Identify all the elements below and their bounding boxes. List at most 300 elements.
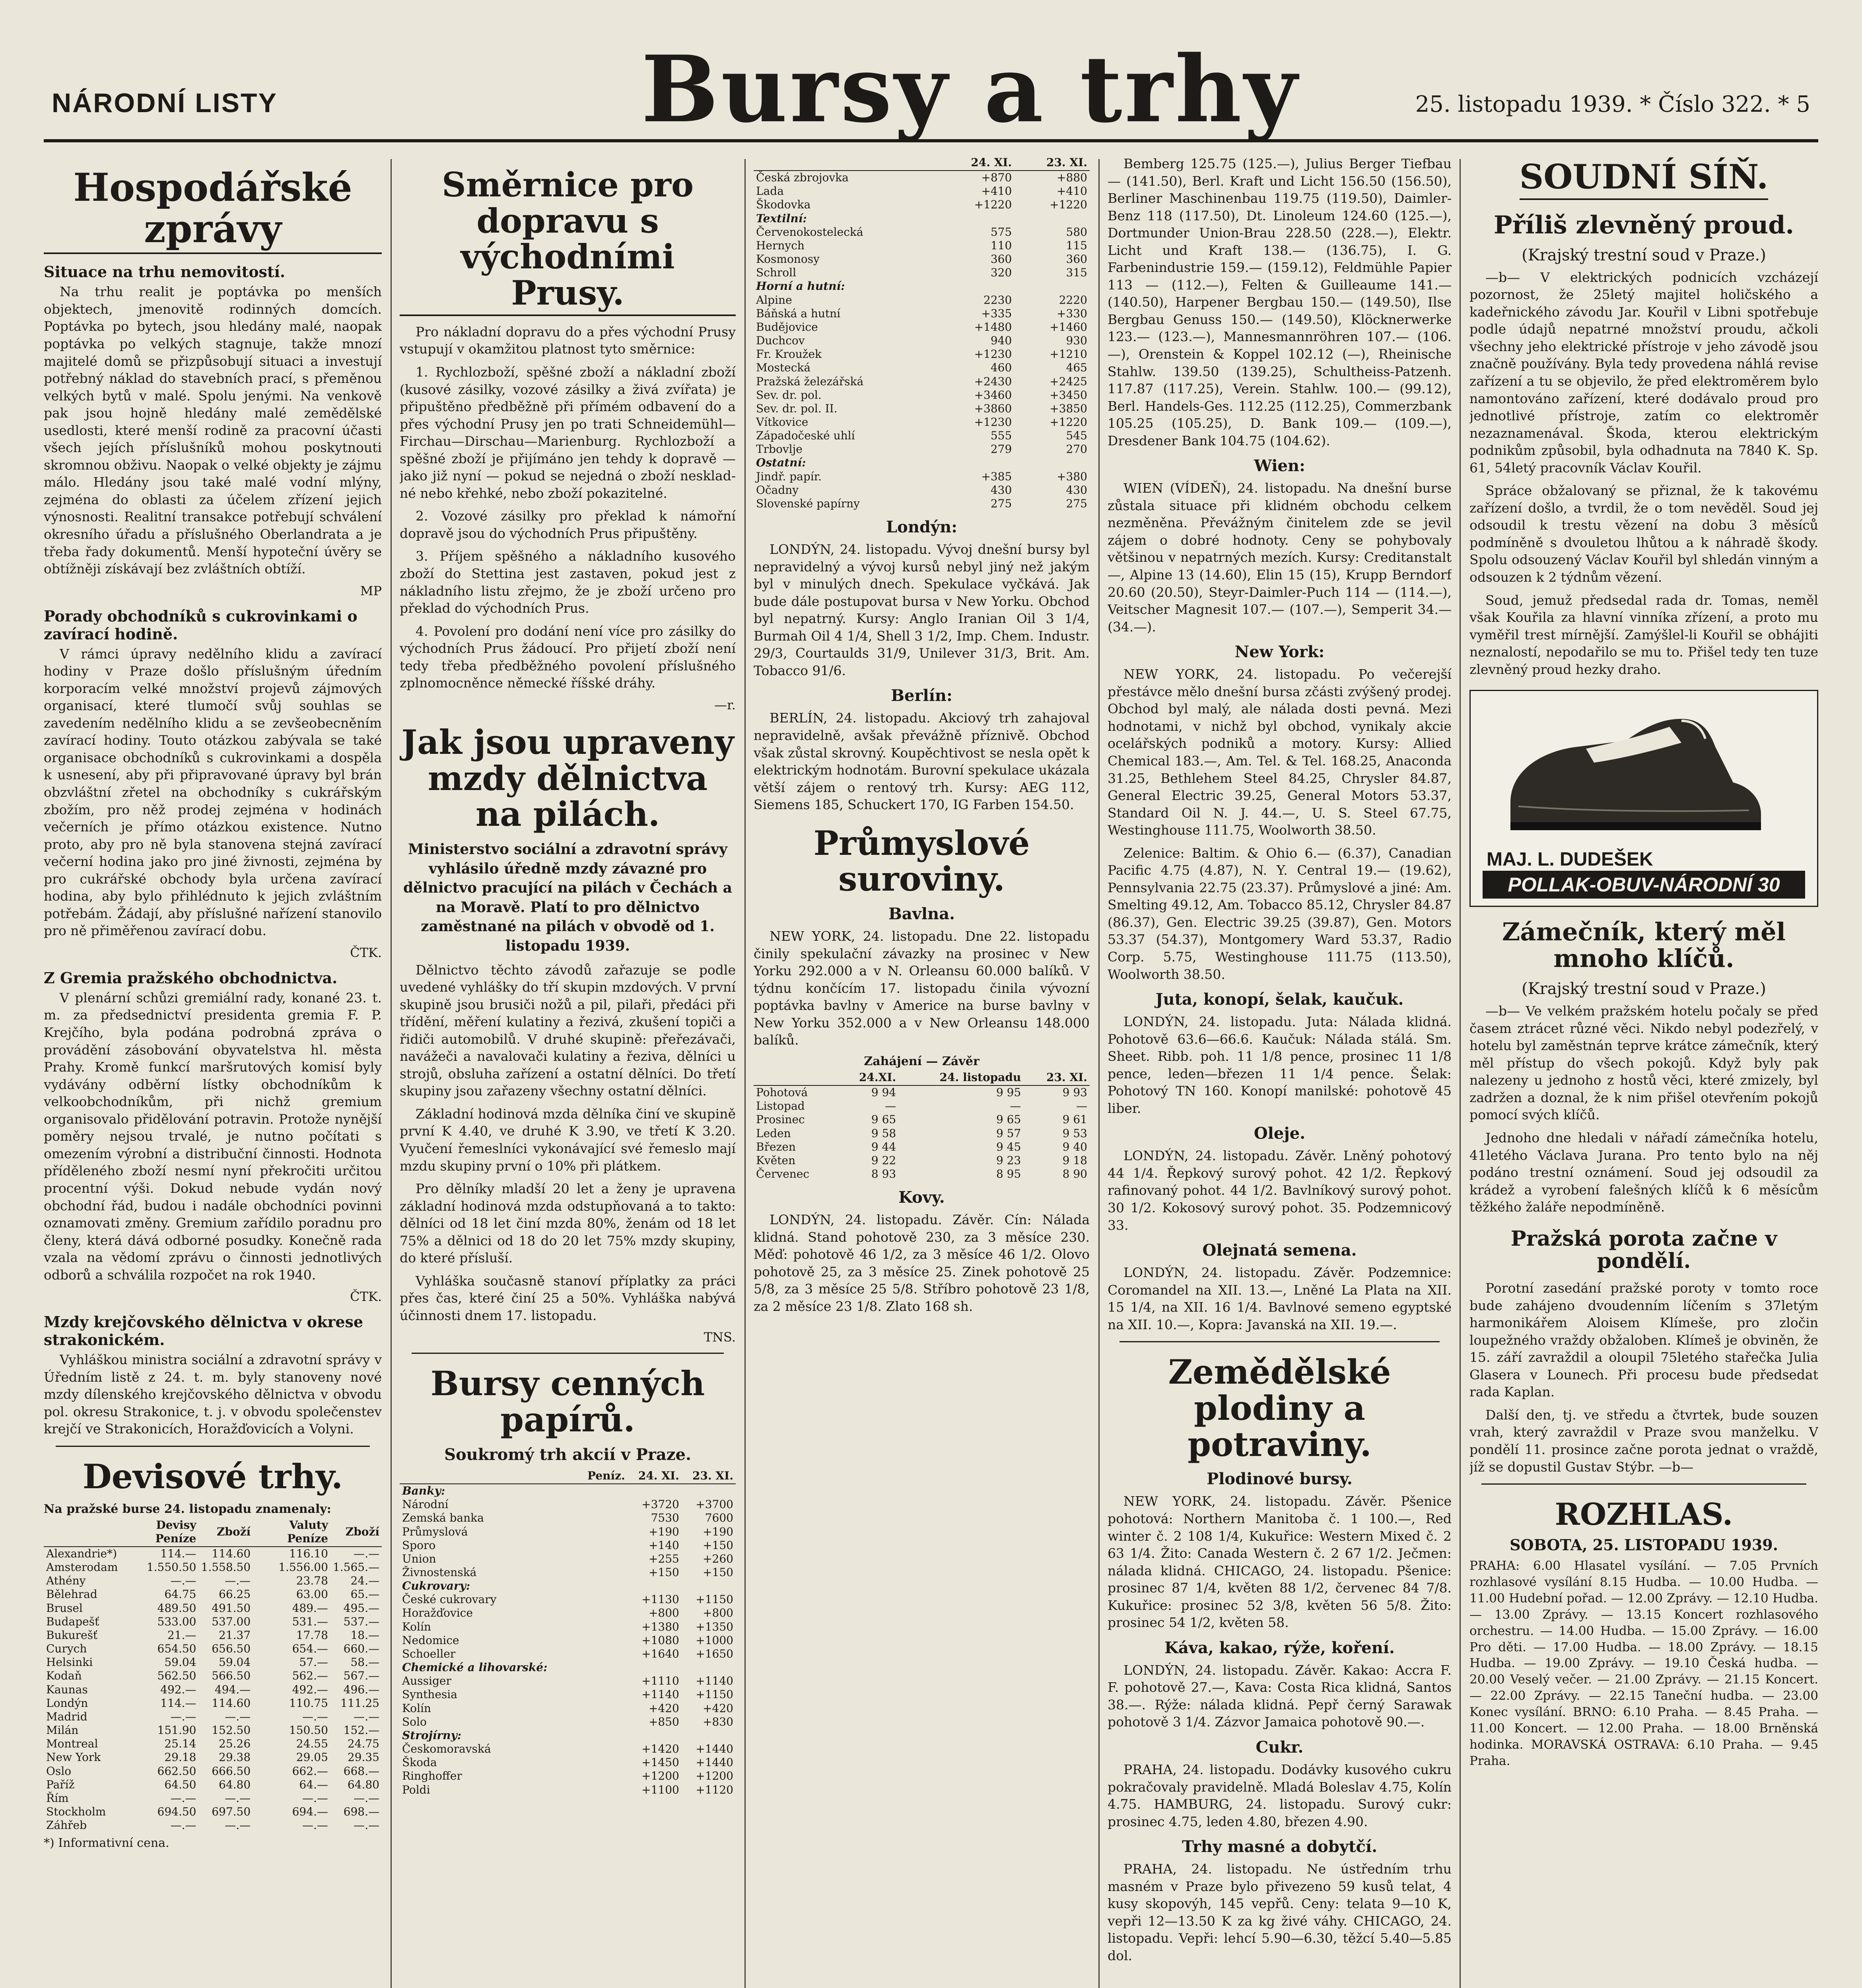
table-cell: +420 bbox=[703, 1701, 733, 1715]
table-cell: Řím bbox=[46, 1791, 69, 1805]
shoe-illustration bbox=[1495, 703, 1773, 846]
table-cell: 575 bbox=[990, 225, 1012, 239]
table-cell bbox=[628, 1729, 682, 1742]
table-cell: 111.25 bbox=[340, 1696, 379, 1710]
table-cell: 660.— bbox=[343, 1642, 379, 1656]
table-cell: +3460 bbox=[974, 388, 1012, 402]
table-cell: Textilní: bbox=[756, 212, 807, 225]
section-heading: Kovy. bbox=[898, 1188, 945, 1207]
shoe-advertisement bbox=[1469, 690, 1818, 907]
table-cell bbox=[577, 1525, 628, 1539]
table-header-cell: Zboží bbox=[330, 1518, 382, 1547]
table-cell bbox=[577, 1579, 628, 1593]
table-row bbox=[754, 443, 1090, 456]
table-row bbox=[754, 1154, 1090, 1167]
table-cell: Živnostenská bbox=[402, 1566, 477, 1579]
table-cell: 9 23 bbox=[996, 1153, 1021, 1167]
table-cell: +150 bbox=[648, 1566, 679, 1579]
table-cell: 63.00 bbox=[296, 1588, 328, 1601]
article-body: Porotní zasedání pražské poroty v tomto roce bude zahájeno dvoudenním líčením s 37letým harmonikářem Aloisem Klímeše, pro zločin loupežného vraždy obžaloben. Klímeš je obviněn, že 15. září zavraždil a oloupil 75letého stařečka Julia Glasera v Lounech. Při procesu bude předsedat rada Kaplan. bbox=[1469, 1280, 1818, 1400]
column-rule bbox=[1098, 159, 1100, 1988]
table-cell bbox=[577, 1661, 628, 1674]
table-cell: —.— bbox=[170, 1791, 196, 1805]
section-heading: Berlín: bbox=[891, 686, 952, 705]
table-cell: Jindř. papír. bbox=[756, 470, 822, 483]
stock-price-table-continued bbox=[754, 155, 1090, 511]
paper-name: NÁRODNÍ LISTY bbox=[52, 88, 278, 118]
table-cell: +800 bbox=[648, 1606, 679, 1620]
table-cell: Brusel bbox=[46, 1601, 83, 1615]
table-cell: Solo bbox=[402, 1715, 427, 1728]
table-cell: 697.50 bbox=[212, 1805, 251, 1818]
article-body: NEW YORK, 24. listopadu. Závěr. Pšenice pohotová: Northern Manitoba č. 1 100.—, Red winter č. 2 108 1/4, Kukuřice: Western Mixed č. 2 63 1/4. Žito: Canada Western č. 2 67 1/2. Ječmen: nálada klidná. CHICAGO, 24. listopadu. Pšenice: prosinec 87 1/4, květen 88 1/2, červenec 84 7/8. Kukuřice: prosinec 52 3/8, květen 56 5/8. Žito: prosinec 54 1/2, květen 58. bbox=[1108, 1493, 1452, 1631]
table-header-cell: 23. XI. bbox=[1023, 1070, 1090, 1085]
table-cell: +1460 bbox=[1050, 320, 1087, 334]
table-cell: +150 bbox=[703, 1566, 733, 1579]
table-row bbox=[44, 1547, 382, 1561]
article-body: Spráce obžalovaný se přiznal, že k takovému zařízení došlo, a tvrdil, že o tom nevěděl. Soud jej odsoudil k trestu vězení na dobu 3 měsíců podmíněně s dvouletou lhůtou a k náhradě škody. Spolu odsouzený Václav Kouřil byl shledán vinným a odsouzen k 2 týdnům vězení. bbox=[1469, 483, 1818, 585]
table-row bbox=[754, 293, 1090, 307]
table-cell: — bbox=[885, 1099, 896, 1113]
table-cell: Aussiger bbox=[402, 1674, 451, 1688]
table-cell: Fr. Kroužek bbox=[756, 348, 822, 361]
table-row bbox=[754, 1140, 1090, 1154]
table-row bbox=[754, 483, 1090, 497]
table-cell: +3860 bbox=[974, 402, 1012, 415]
table-cell: +1350 bbox=[696, 1620, 733, 1633]
table-cell: Montreal bbox=[46, 1737, 98, 1751]
table-cell: 489.50 bbox=[157, 1601, 196, 1615]
table-cell: +1480 bbox=[974, 320, 1012, 334]
table-cell: 58.— bbox=[350, 1656, 379, 1669]
table-cell: Březen bbox=[756, 1140, 796, 1153]
table-row bbox=[400, 1756, 736, 1769]
article-body: LONDÝN, 24. listopadu. Vývoj dnešní bursy byl nepravidelný a vývoj kursů nebyl jiný než jakým byl v minulých dnech. Spekulace vyčkává. Jak bude dále postupovat bursa v New Yorku. Obchod byl nepatrný. Kursy: Anglo Iranian Oil 3 1/4, Burmah Oil 4 1/4, Shell 3 1/2, Imp. Chem. Industr. 29/3, Courtaulds 31/9, Unilever 31/3, Brit. Am. Tobacco 91/6. bbox=[754, 542, 1090, 678]
table-cell: +870 bbox=[981, 171, 1012, 184]
article-body: LONDÝN, 24. listopadu. Závěr. Podzemnice: Coromandel na XII. 13.—, Lněné La Plata na XII. 15 1/4, na XII. 16 1/4. Bavlnové semeno egyptské na XII. 10.—, Kopra: Javanská na XII. 19.—. bbox=[1108, 1265, 1452, 1332]
table-cell: 1.558.50 bbox=[201, 1561, 251, 1574]
table-row bbox=[44, 1778, 382, 1792]
table-cell: Oslo bbox=[46, 1764, 72, 1778]
table-cell: 23.78 bbox=[296, 1574, 328, 1588]
table-cell: —.— bbox=[225, 1710, 251, 1723]
table-header-cell bbox=[400, 1468, 577, 1484]
table-footnote: *) Informativní cena. bbox=[44, 1836, 169, 1850]
table-cell: 320 bbox=[990, 266, 1012, 280]
table-cell: 9 40 bbox=[1062, 1140, 1087, 1153]
table-row bbox=[400, 1661, 736, 1674]
table-cell: 18.— bbox=[350, 1628, 379, 1642]
table-row bbox=[400, 1579, 736, 1593]
table-cell: +420 bbox=[648, 1701, 679, 1715]
table-cell: +850 bbox=[648, 1715, 679, 1728]
table-row bbox=[754, 320, 1090, 334]
table-cell: 66.25 bbox=[219, 1588, 251, 1601]
table-header-cell: 24. XI. bbox=[939, 155, 1015, 171]
table-cell bbox=[1014, 280, 1090, 293]
table-cell: Kaunas bbox=[46, 1683, 88, 1696]
article-body: Pro nákladní dopravu do a přes východní Prusy vstupují v okamžitou platnost tyto směrnice: bbox=[400, 324, 736, 357]
article-body: 4. Povolení pro dodání není více pro zásilky do východních Prus žádoucí. Pro přijetí zboží není tedy třeba předběžného povolení příslušného zplnomocněnce německé říšské dráhy. bbox=[400, 623, 736, 691]
table-cell: +880 bbox=[1057, 171, 1087, 184]
article-subtitle: Soukromý trh akcií v Praze. bbox=[444, 1445, 691, 1464]
table-cell: Alexandrie*) bbox=[46, 1547, 117, 1560]
radio-date: SOBOTA, 25. LISTOPADU 1939. bbox=[1510, 1536, 1778, 1554]
table-cell: Sporo bbox=[402, 1538, 436, 1552]
table-cell bbox=[577, 1593, 628, 1606]
table-cell: +2425 bbox=[1050, 375, 1087, 388]
table-cell: 9 93 bbox=[1062, 1086, 1087, 1099]
divider bbox=[1120, 1341, 1440, 1342]
table-cell: Kosmonosy bbox=[756, 252, 820, 266]
table-cell: Schoeller bbox=[402, 1647, 456, 1660]
table-cell bbox=[939, 456, 1015, 470]
cotton-price-table bbox=[754, 1070, 1090, 1181]
article-body: —b— Ve velkém pražském hotelu počaly se před časem ztrácet různé věci. Nikdo nebyl podezřelý, v hotelu byl zaměstnán teprve krátce zámečník, který měl přístup do všech pokojů. Když byly pak nalezeny u jednoho z hostů věci, které zmizely, byl zadržen a doznal, že k nim přišel otevřením pokojů pomocí svých klíčů. bbox=[1469, 1003, 1818, 1123]
article-title: Pražská porota začne v pondělí. bbox=[1510, 1226, 1777, 1273]
table-cell: 465 bbox=[1066, 361, 1087, 375]
table-cell: 150.50 bbox=[289, 1724, 328, 1737]
table-cell: Nedomice bbox=[402, 1633, 459, 1647]
table-row bbox=[400, 1742, 736, 1756]
signature: TNS. bbox=[704, 1330, 736, 1345]
table-cell: 460 bbox=[990, 361, 1012, 375]
table-header-cell bbox=[44, 1518, 120, 1547]
table-cell: +1220 bbox=[1050, 198, 1087, 212]
table-cell bbox=[628, 1484, 682, 1498]
table-cell: 562.— bbox=[292, 1669, 328, 1683]
table-cell: 64.75 bbox=[164, 1588, 196, 1601]
table-cell: Amsterodam bbox=[46, 1561, 118, 1574]
table-cell: Prosinec bbox=[756, 1113, 805, 1126]
table-cell: 491.50 bbox=[212, 1601, 251, 1615]
table-cell bbox=[682, 1579, 736, 1593]
table-cell: 9 95 bbox=[996, 1086, 1021, 1099]
table-cell: +1100 bbox=[641, 1783, 679, 1796]
table-cell: Lada bbox=[756, 184, 784, 198]
table-header-cell: 24. XI. bbox=[628, 1468, 682, 1484]
section-heading: Wien: bbox=[1254, 456, 1305, 476]
table-cell: 114.60 bbox=[212, 1547, 251, 1560]
table-cell: 1.556.00 bbox=[278, 1561, 328, 1574]
table-cell: 279 bbox=[990, 443, 1012, 456]
table-cell: 531.— bbox=[292, 1615, 328, 1628]
table-row bbox=[400, 1647, 736, 1661]
table-row bbox=[754, 388, 1090, 402]
table-row bbox=[754, 334, 1090, 348]
signature: ČTK. bbox=[350, 945, 382, 960]
table-caption: Zahájení — Závěr bbox=[864, 1054, 980, 1068]
column-markets bbox=[754, 155, 1090, 1988]
section-heading: Trhy masné a dobytčí. bbox=[1182, 1837, 1378, 1856]
table-cell: +140 bbox=[648, 1538, 679, 1552]
table-cell bbox=[577, 1498, 628, 1511]
table-row bbox=[400, 1606, 736, 1620]
table-cell: 496.— bbox=[343, 1683, 379, 1696]
divider bbox=[412, 1353, 724, 1354]
table-cell: 1.565.— bbox=[332, 1561, 379, 1574]
table-cell: Červenokostelecká bbox=[756, 225, 863, 239]
table-cell: Curych bbox=[46, 1642, 87, 1656]
article-title: Jak jsou upraveny mzdy dělnictva na pilách. bbox=[401, 722, 734, 834]
table-header-cell bbox=[754, 155, 939, 171]
table-cell: 2220 bbox=[1059, 293, 1087, 307]
table-cell: 65.— bbox=[350, 1588, 379, 1601]
table-cell: 654.50 bbox=[157, 1642, 196, 1656]
article-title: Hospodářské zprávy bbox=[44, 167, 382, 254]
table-cell: +385 bbox=[981, 470, 1012, 483]
table-cell: Bělehrad bbox=[46, 1588, 97, 1601]
table-cell bbox=[577, 1783, 628, 1797]
table-row bbox=[400, 1566, 736, 1579]
table-cell: 116.10 bbox=[289, 1547, 328, 1560]
table-cell: —.— bbox=[170, 1819, 196, 1832]
table-cell: Strojírny: bbox=[402, 1728, 462, 1742]
table-cell: 9 45 bbox=[996, 1140, 1021, 1153]
section-heading: Káva, kakao, rýže, koření. bbox=[1164, 1638, 1395, 1657]
table-cell: Kolín bbox=[402, 1701, 431, 1715]
article-subtitle: (Krajský trestní soud v Praze.) bbox=[1522, 246, 1766, 264]
table-row bbox=[754, 402, 1090, 415]
table-cell: Madrid bbox=[46, 1710, 87, 1723]
table-cell bbox=[682, 1661, 736, 1674]
table-cell: +1150 bbox=[696, 1688, 733, 1701]
table-cell: Květen bbox=[756, 1153, 796, 1167]
table-cell: Budapešť bbox=[46, 1615, 99, 1628]
table-cell bbox=[577, 1484, 628, 1498]
table-cell: +1440 bbox=[696, 1742, 733, 1756]
table-row bbox=[44, 1710, 382, 1724]
table-cell: 59.04 bbox=[164, 1656, 196, 1669]
table-cell: —.— bbox=[354, 1710, 379, 1723]
table-cell: 24.75 bbox=[347, 1737, 379, 1751]
table-cell: 7600 bbox=[705, 1511, 733, 1525]
table-cell bbox=[628, 1579, 682, 1593]
table-cell bbox=[577, 1756, 628, 1769]
table-cell: Listopad bbox=[756, 1099, 805, 1113]
article-title: Průmyslové suroviny. bbox=[813, 823, 1030, 899]
table-cell: 566.50 bbox=[212, 1669, 251, 1683]
table-cell: +1640 bbox=[641, 1647, 679, 1660]
table-cell: +1220 bbox=[1050, 415, 1087, 429]
table-cell: 360 bbox=[1066, 252, 1087, 266]
table-row bbox=[400, 1593, 736, 1606]
table-cell: Českomoravská bbox=[402, 1742, 491, 1756]
table-row bbox=[44, 1819, 382, 1832]
table-cell: 494.— bbox=[214, 1683, 251, 1696]
table-cell: Union bbox=[402, 1552, 436, 1565]
article-body: LONDÝN, 24. listopadu. Juta: Nálada klidná. Pohotově 63.6—66.6. Kaučuk: Nálada stálá. Sm. Sheet. Ribb. poh. 11 1/8 pence, prosinec 11 1/8 pence, leden—březen 11 1/4 pence. Šelak: Pohotový TN 160. Konopí manilské: pohotově 45 liber. bbox=[1108, 1014, 1452, 1116]
table-cell: Sev. dr. pol. bbox=[756, 388, 822, 402]
table-cell: —.— bbox=[354, 1819, 379, 1832]
table-cell: +1150 bbox=[696, 1593, 733, 1606]
exchange-rate-table bbox=[44, 1518, 382, 1833]
section-heading: Plodinové bursy. bbox=[1207, 1470, 1353, 1489]
table-cell bbox=[939, 212, 1015, 225]
table-cell: 9 57 bbox=[996, 1126, 1021, 1140]
table-cell: +330 bbox=[1057, 307, 1087, 320]
section-heading: Oleje. bbox=[1254, 1124, 1306, 1143]
table-cell: Poldi bbox=[402, 1783, 430, 1796]
article-title: Směrnice pro dopravu s východními Prusy. bbox=[400, 167, 736, 316]
table-cell: —.— bbox=[354, 1791, 379, 1805]
table-cell: +3850 bbox=[1050, 402, 1087, 415]
section-heading: Mzdy krejčovského dělnictva v okrese strakonickém. bbox=[44, 1313, 363, 1349]
table-cell: 654.— bbox=[292, 1642, 328, 1656]
article-lead: Ministerstvo sociální a zdravotní správy vyhlásilo úředně mzdy závazné pro dělnictvo pracující na pilách v Čechách a na Moravě. Platí to pro dělnictvo zaměstnané na pilách v obvodě od 1. listopadu 1939. bbox=[403, 841, 732, 954]
table-cell: +1210 bbox=[1050, 348, 1087, 361]
table-row bbox=[44, 1697, 382, 1710]
table-cell: +380 bbox=[1057, 470, 1087, 483]
table-row bbox=[754, 266, 1090, 280]
table-row bbox=[754, 307, 1090, 320]
table-cell: —.— bbox=[170, 1710, 196, 1723]
table-cell: Báňská a hutní bbox=[756, 307, 841, 320]
section-title: Bursy a trhy bbox=[641, 36, 1300, 143]
table-cell: 114.— bbox=[160, 1696, 196, 1710]
table-cell: 24.55 bbox=[296, 1737, 328, 1751]
section-title: ROZHLAS. bbox=[1555, 1497, 1733, 1532]
table-cell: Sev. dr. pol. II. bbox=[756, 402, 838, 415]
article-body: 3. Příjem spěšného a nákladního kusového zboží do Stettina jest zastaven, pokud jest z nákladního listu zřejmo, že je zboží určeno pro překlad do východních Prus. bbox=[400, 548, 736, 616]
table-row bbox=[400, 1620, 736, 1634]
section-heading: Londýn: bbox=[886, 518, 957, 537]
table-cell: +1120 bbox=[696, 1783, 733, 1796]
table-cell: +800 bbox=[703, 1606, 733, 1620]
table-cell: 21.— bbox=[167, 1628, 196, 1642]
table-cell: Průmyslová bbox=[402, 1525, 468, 1538]
article-title: Zemědělské plodiny a potraviny. bbox=[1168, 1352, 1391, 1464]
table-cell: 9 58 bbox=[871, 1126, 896, 1140]
table-row bbox=[754, 171, 1090, 184]
article-subtitle: (Krajský trestní soud v Praze.) bbox=[1522, 980, 1766, 998]
table-header-cell: 24. listopadu bbox=[898, 1070, 1023, 1085]
table-row bbox=[754, 1113, 1090, 1126]
table-row bbox=[754, 415, 1090, 429]
table-row bbox=[44, 1805, 382, 1819]
column-court-radio bbox=[1469, 155, 1818, 1988]
table-cell bbox=[577, 1647, 628, 1661]
table-cell: 430 bbox=[1066, 483, 1087, 497]
table-row bbox=[754, 456, 1090, 470]
table-cell bbox=[577, 1688, 628, 1701]
column-transport-wages bbox=[400, 155, 736, 1988]
table-cell: 9 94 bbox=[871, 1086, 896, 1099]
table-cell: 555 bbox=[990, 429, 1012, 443]
article-body: Vyhláška současně stanoví příplatky za práci přes čas, které činí 25 a 50%. Vyhláška nabývá účinnosti dnem 17. listopadu. bbox=[400, 1273, 736, 1323]
table-cell: 662.50 bbox=[157, 1764, 196, 1778]
table-cell: Helsinki bbox=[46, 1656, 93, 1669]
newspaper-page bbox=[44, 28, 1818, 1988]
table-cell: 29.18 bbox=[164, 1751, 196, 1764]
table-cell: 9 65 bbox=[871, 1113, 896, 1126]
table-cell bbox=[577, 1634, 628, 1647]
table-row bbox=[44, 1792, 382, 1805]
table-row bbox=[44, 1765, 382, 1778]
table-cell: Kolín bbox=[402, 1620, 431, 1633]
table-row bbox=[754, 429, 1090, 443]
table-cell: 360 bbox=[990, 252, 1012, 266]
table-cell: 537.00 bbox=[212, 1615, 251, 1628]
table-cell: Zemská banka bbox=[402, 1511, 484, 1525]
article-body: PRAHA, 24. listopadu. Dodávky kusového cukru pokračovaly pravidelně. Mladá Boleslav 4.75, Kolín 4.75. HAMBURG, 24. listopadu. Surový cukr: prosinec 4.75, leden 4.80, březen 4.90. bbox=[1108, 1761, 1452, 1829]
table-cell: 275 bbox=[1066, 497, 1087, 510]
table-row bbox=[44, 1574, 382, 1588]
table-cell: —.— bbox=[302, 1710, 328, 1723]
table-cell bbox=[682, 1729, 736, 1742]
table-cell: 8 95 bbox=[996, 1167, 1021, 1181]
column-rule bbox=[391, 159, 392, 1988]
table-cell: —.— bbox=[225, 1791, 251, 1805]
table-row bbox=[754, 348, 1090, 361]
article-body: LONDÝN, 24. listopadu. Závěr. Cín: Nálada klidná. Stand pohotově 230, za 3 měsíce 230. Měď: pohotově 46 1/2, za 3 měsíce 46 1/2. Olovo pohotově 25, za 3 měsíce 25. Zinek pohotově 25 5/8, za 3 měsíce 25 5/8. Stříbro pohotově 23 1/8, za 2 měsíce 23 1/8. Zlato 168 sh. bbox=[754, 1212, 1090, 1314]
table-cell: 17.78 bbox=[296, 1628, 328, 1642]
divider bbox=[1481, 1483, 1806, 1485]
table-cell: 533.00 bbox=[157, 1615, 196, 1628]
table-cell: — bbox=[1010, 1099, 1021, 1113]
article-body: Další den, tj. ve středu a čtvrtek, bude souzen vrah, který zavraždil v Praze svou manželku. V pondělí 11. prosince začne porota jednat o vraždě, jíž se dopustil Gustav Stýbr. —b— bbox=[1469, 1407, 1818, 1475]
table-cell: Stockholm bbox=[46, 1805, 106, 1818]
table-cell: +190 bbox=[703, 1525, 733, 1538]
article-body: V rámci úpravy nedělního klidu a zavírací hodiny v Praze došlo příslušným úředním korporacím velké množství projevů zájmových organisací, které tlumočí svůj souhlas se zavedením nedělního klidu a se zevšeobecněním zavírací hodiny. Touto otázkou zabývala se také organisace obchodníků s cukrovinkami a dospěla k usnesení, aby při připravované úpravy byl brán obzvláštní zřetel na obchodníky s cukrářským zbožím, pro něž prodej zejména v hodinách večerních je přímo otázkou existence. Nutno proto, aby pro ně byla stanovena stejná zavírací večerní hodina jako pro jiné živnosti, zejména by pro cukrářské obchody byla určena zavírací hodina, aby bylo přihlédnuto k jejich zvláštním potřebám. Žádají, aby příslušné nařízení stanovilo pro ně přiměřenou zavírací dobu. bbox=[44, 646, 382, 939]
table-cell: 666.50 bbox=[212, 1764, 251, 1778]
table-cell: 110 bbox=[990, 239, 1012, 252]
table-cell: +2430 bbox=[974, 375, 1012, 388]
table-cell: 270 bbox=[1066, 443, 1087, 456]
table-cell: Očadny bbox=[756, 483, 799, 497]
table-cell: 115 bbox=[1066, 239, 1087, 252]
table-cell: 495.— bbox=[343, 1601, 379, 1615]
table-row bbox=[400, 1539, 736, 1552]
table-row bbox=[400, 1688, 736, 1701]
table-cell bbox=[577, 1511, 628, 1525]
table-cell: +1080 bbox=[641, 1633, 679, 1647]
table-row bbox=[754, 225, 1090, 239]
table-cell: 545 bbox=[1066, 429, 1087, 443]
table-header-cell: 23. XI. bbox=[1014, 155, 1090, 171]
table-row bbox=[400, 1674, 736, 1688]
table-cell: +410 bbox=[1057, 184, 1087, 198]
dateline: 25. listopadu 1939. * Číslo 322. * 5 bbox=[1415, 91, 1810, 117]
table-row bbox=[754, 375, 1090, 388]
table-cell: 64.— bbox=[299, 1778, 328, 1791]
table-cell: —.— bbox=[302, 1819, 328, 1832]
table-cell: 57.— bbox=[299, 1656, 328, 1669]
table-header-cell: Valuty Peníze bbox=[253, 1518, 330, 1547]
table-cell: 152.50 bbox=[212, 1724, 251, 1737]
table-cell: 492.— bbox=[160, 1683, 196, 1696]
table-cell: Leden bbox=[756, 1126, 791, 1140]
table-cell: Vítkovice bbox=[756, 415, 809, 429]
table-cell bbox=[577, 1742, 628, 1756]
table-row bbox=[400, 1525, 736, 1539]
table-cell: Duchcov bbox=[756, 334, 805, 348]
table-cell: Západočeské uhlí bbox=[756, 429, 855, 443]
column-stock-reports bbox=[1108, 155, 1452, 1988]
table-cell: 430 bbox=[990, 483, 1012, 497]
table-cell: 9 61 bbox=[1062, 1113, 1087, 1126]
table-cell: +3700 bbox=[696, 1498, 733, 1511]
table-row bbox=[400, 1783, 736, 1797]
table-row bbox=[754, 1127, 1090, 1140]
table-row bbox=[400, 1715, 736, 1729]
table-cell: 21.37 bbox=[219, 1628, 251, 1642]
table-cell: 110.75 bbox=[289, 1696, 328, 1710]
table-cell: — bbox=[1076, 1099, 1087, 1113]
table-cell: Budějovice bbox=[756, 320, 818, 334]
table-cell bbox=[939, 280, 1015, 293]
table-cell: —.— bbox=[225, 1819, 251, 1832]
